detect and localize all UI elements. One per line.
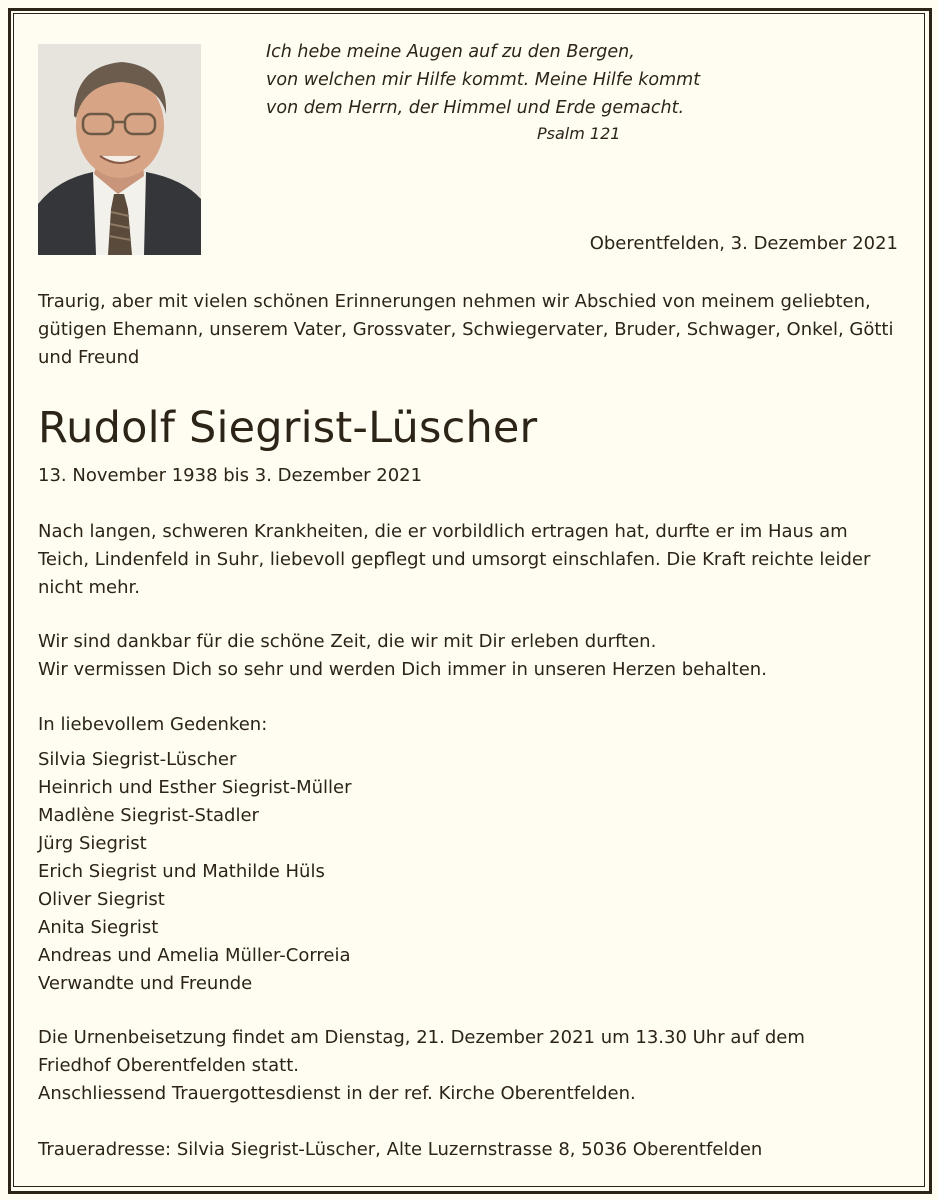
mourner-name: Andreas und Amelia Müller-Correia — [38, 945, 351, 966]
place-date: Oberentfelden, 3. Dezember 2021 — [589, 233, 898, 254]
mourner-name: Heinrich und Esther Siegrist-Müller — [38, 777, 352, 798]
passing-line: Teich, Lindenfeld in Suhr, liebevoll gepflegt und umsorgt einschlafen. Die Kraft reichte leider — [38, 549, 871, 570]
intro-line: Traurig, aber mit vielen schönen Erinnerungen nehmen wir Abschied von meinem geliebten, — [38, 291, 871, 312]
passing-line: Nach langen, schweren Krankheiten, die er vorbildlich ertragen hat, durfte er im Haus am — [38, 521, 848, 542]
mourner-name: Erich Siegrist und Mathilde Hüls — [38, 861, 325, 882]
gratitude-line: Wir vermissen Dich so sehr und werden Dich immer in unseren Herzen behalten. — [38, 659, 767, 680]
mourner-name: Oliver Siegrist — [38, 889, 165, 910]
mourner-name: Silvia Siegrist-Lüscher — [38, 749, 237, 770]
portrait-photo — [38, 44, 201, 255]
ceremony-line: Die Urnenbeisetzung findet am Dienstag, 21. Dezember 2021 um 13.30 Uhr auf dem — [38, 1027, 805, 1048]
life-dates — [38, 462, 900, 490]
gratitude-paragraph — [38, 628, 900, 684]
intro-line: und Freund — [38, 347, 140, 368]
intro-line: gütigen Ehemann, unserem Vater, Grossvater, Schwiegervater, Bruder, Schwager, Onkel, Götti — [38, 319, 894, 340]
quote-line: Ich hebe meine Augen auf zu den Bergen, — [266, 42, 635, 62]
mourner-name: Jürg Siegrist — [38, 833, 147, 854]
passing-line: nicht mehr. — [38, 577, 140, 598]
mourners-heading-text: In liebevollem Gedenken: — [38, 714, 268, 735]
mourner-name: Anita Siegrist — [38, 917, 159, 938]
ceremony-line: Anschliessend Trauergottesdienst in der ref. Kirche Oberentfelden. — [38, 1083, 636, 1104]
passing-paragraph — [38, 518, 900, 602]
ceremony-line: Friedhof Oberentfelden statt. — [38, 1055, 299, 1076]
mourners-heading — [38, 711, 900, 739]
psalm-quote — [266, 38, 746, 148]
deceased-name: Rudolf Siegrist-Lüscher — [38, 403, 538, 453]
gratitude-line: Wir sind dankbar für die schöne Zeit, die wir mit Dir erleben durften. — [38, 631, 657, 652]
quote-line: von dem Herrn, der Himmel und Erde gemacht. — [266, 98, 685, 118]
mourner-name: Madlène Siegrist-Stadler — [38, 805, 259, 826]
address-line — [38, 1136, 900, 1164]
quote-reference: Psalm 121 — [537, 124, 621, 143]
address-text: Traueradresse: Silvia Siegrist-Lüscher, Alte Luzernstrasse 8, 5036 Oberentfelden — [38, 1139, 763, 1160]
quote-line: von welchen mir Hilfe kommt. Meine Hilfe kommt — [266, 70, 701, 90]
ceremony-paragraph — [38, 1024, 900, 1108]
intro-paragraph — [38, 288, 900, 372]
mourner-name: Verwandte und Freunde — [38, 973, 253, 994]
life-dates-text: 13. November 1938 bis 3. Dezember 2021 — [38, 465, 423, 486]
mourners-list — [38, 746, 900, 998]
